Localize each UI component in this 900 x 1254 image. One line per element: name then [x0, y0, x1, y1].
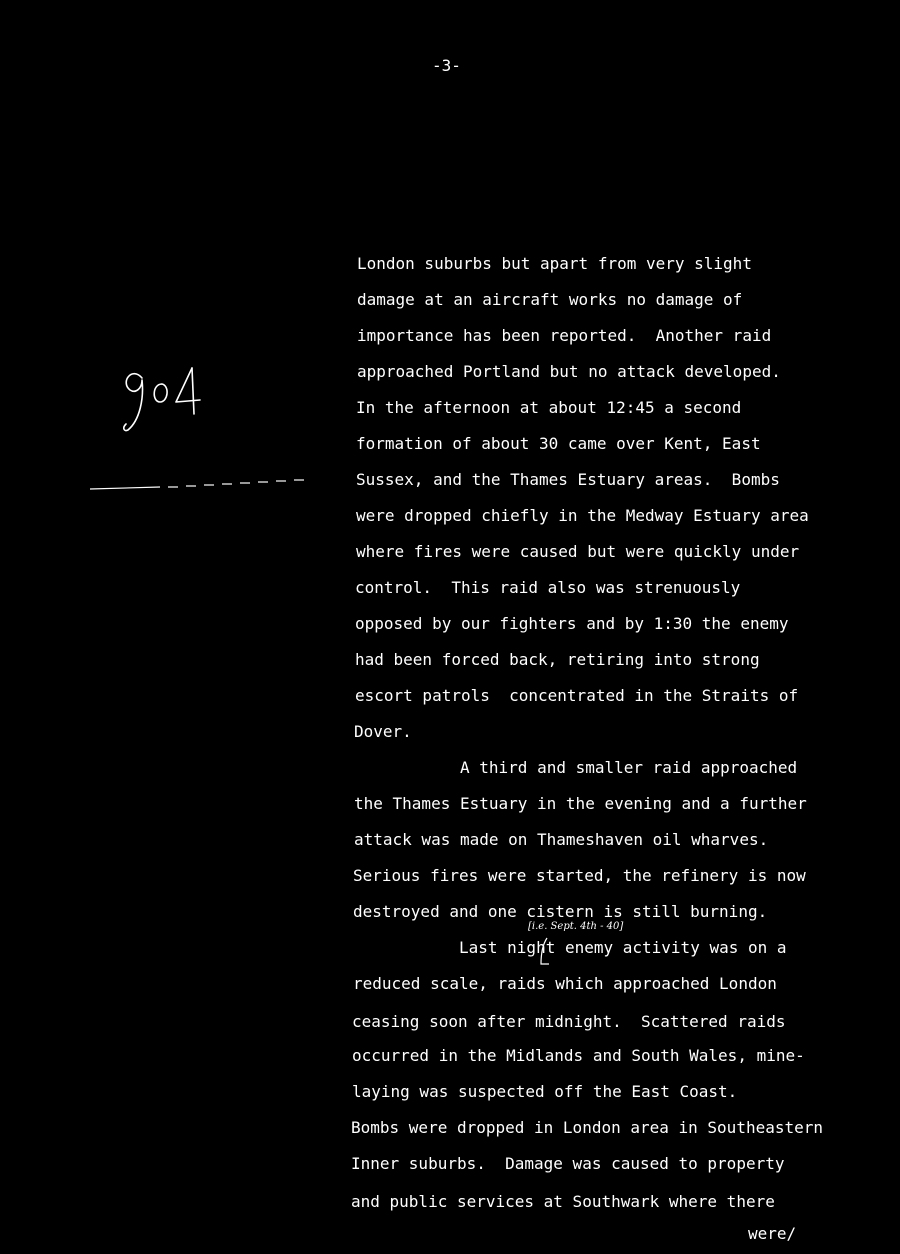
text-line: formation of about 30 came over Kent, East	[356, 434, 761, 453]
text-line: London suburbs but apart from very slight	[357, 254, 752, 273]
text-line: Serious fires were started, the refinery is now	[353, 866, 806, 885]
text-line: Inner suburbs. Damage was caused to property	[351, 1154, 785, 1173]
text-line: damage at an aircraft works no damage of	[357, 290, 743, 309]
text-line: Dover.	[354, 722, 412, 741]
text-line: opposed by our fighters and by 1:30 the enemy	[355, 614, 789, 633]
text-line: Bombs were dropped in London area in Southeastern	[351, 1118, 824, 1137]
handwritten-insertion-note: [i.e. Sept. 4th - 40]	[528, 921, 624, 932]
text-line: escort patrols concentrated in the Straits of	[355, 686, 799, 705]
text-line: attack was made on Thameshaven oil wharves.	[354, 830, 769, 849]
text-line: ceasing soon after midnight. Scattered raids	[352, 1012, 786, 1031]
text-line: destroyed and one cistern is still burning.	[353, 902, 768, 921]
paragraph-first-line: Last night enemy activity was on a	[459, 938, 787, 957]
text-line: were dropped chiefly in the Medway Estuary area	[356, 506, 809, 525]
text-line: occurred in the Midlands and South Wales, mine-	[352, 1046, 805, 1065]
text-line: had been forced back, retiring into strong	[355, 650, 760, 669]
text-line: the Thames Estuary in the evening and a further	[354, 794, 807, 813]
text-line: and public services at Southwark where there	[351, 1192, 775, 1211]
text-line: importance has been reported. Another raid	[357, 326, 772, 345]
insertion-caret	[537, 936, 551, 966]
paragraph-first-line: A third and smaller raid approached	[460, 758, 798, 777]
page-number: -3-	[432, 56, 461, 75]
text-line: approached Portland but no attack developed.	[357, 362, 781, 381]
text-line: reduced scale, raids which approached London	[353, 974, 777, 993]
text-line: laying was suspected off the East Coast.	[352, 1082, 738, 1101]
text-line: control. This raid also was strenuously	[355, 578, 741, 597]
text-line: where fires were caused but were quickly under	[356, 542, 800, 561]
text-line: In the afternoon at about 12:45 a second	[356, 398, 742, 417]
text-line: Sussex, and the Thames Estuary areas. Bombs	[356, 470, 780, 489]
catchword: were/	[748, 1224, 797, 1243]
